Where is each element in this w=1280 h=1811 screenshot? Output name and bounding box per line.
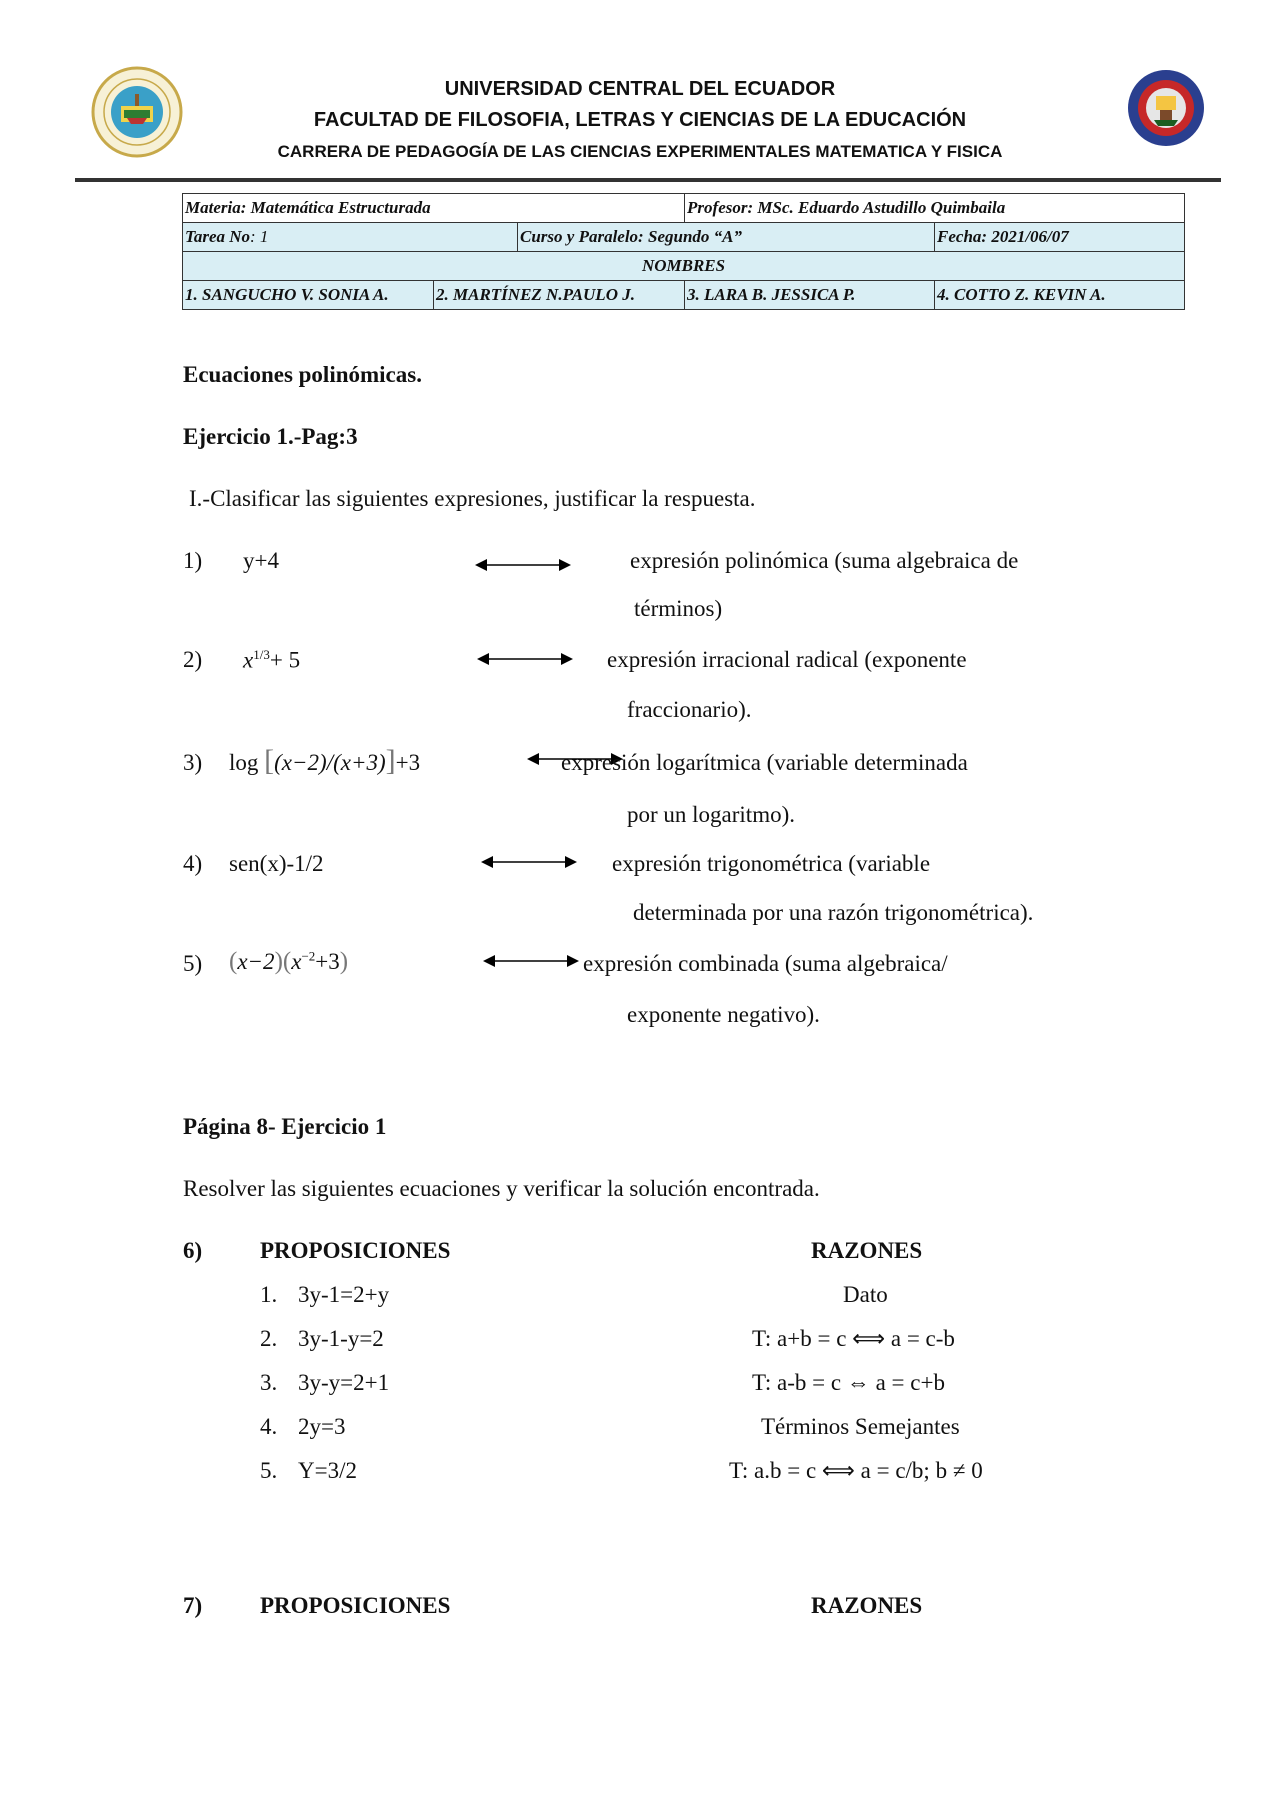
fecha-label: Fecha: [937,227,992,246]
item-number: 4) [183,851,203,876]
step-number: 3. [260,1370,278,1395]
problem-number: 7) [183,1593,203,1618]
materia-cell [183,194,685,223]
left-paren: ( [229,948,238,975]
item-description-cont: términos) [634,596,723,621]
item-expression [229,744,420,778]
step-number: 2. [260,1326,278,1351]
item-expression [243,647,300,674]
double-arrow-icon [483,952,579,970]
step-reason: T: a+b = c ⟺ a = c-b [752,1326,955,1351]
faculty-name: FACULTAD DE FILOSOFIA, LETRAS Y CIENCIAS DE LA EDUCACIÓN [313,109,967,131]
item-description: expresión irracional radical (exponente [607,647,967,672]
item-description: expresión polinómica (suma algebraica de [630,548,1019,573]
exercise-heading: Ejercicio 1.-Pag:3 [183,424,358,449]
problem-number: 6) [183,1238,203,1263]
step-reason: T: a.b = c ⟺ a = c/b; b ≠ 0 [729,1458,983,1483]
student-name-1: 1. SANGUCHO V. SONIA A. [183,281,434,310]
item-description: expresión combinada (suma algebraica/ [583,951,948,976]
item-expression: sen(x)-1/2 [229,851,324,876]
materia-value: Matemática Estructurada [250,198,431,217]
item-number: 2) [183,647,203,672]
item-number: 1) [183,548,203,573]
item-description: expresión logarítmica (variable determinada [561,750,968,775]
section-title: Ecuaciones polinómicas. [183,362,422,387]
expr-factor-a: x−2 [237,949,275,974]
right-bracket: ] [385,744,396,777]
step-number: 1. [260,1282,278,1307]
step-proposition: Y=3/2 [298,1458,357,1483]
right-paren: ) [274,948,283,975]
instruction-text: Resolver las siguientes ecuaciones y verificar la solución encontrada. [183,1176,820,1201]
left-paren: ( [282,948,292,975]
instruction-text: I.-Clasificar las siguientes expresiones, justificar la respuesta. [189,486,756,511]
fecha-value: 2021/06/07 [991,227,1069,246]
profesor-value: MSc. Eduardo Astudillo Quimbaila [757,198,1006,217]
tarea-label: Tarea No [185,227,251,246]
expr-exponent: −2 [301,948,316,964]
step-proposition: 3y-y=2+1 [298,1370,390,1395]
propositions-header: PROPOSICIONES [260,1593,451,1618]
expr-inner: (x−2)/(x+3) [274,750,386,775]
step-proposition: 2y=3 [298,1414,346,1439]
right-paren: ) [339,948,349,975]
step-reason: T: a-b = c ⇔ a = c+b [752,1370,945,1395]
expr-rest: +3 [315,949,340,974]
step-number: 4. [260,1414,278,1439]
item-description: expresión trigonométrica (variable [612,851,931,876]
curso-label: Curso y Paralelo: [520,227,648,246]
curso-cell [518,223,935,252]
reasons-header: RAZONES [811,1593,923,1618]
expr-rest: +3 [395,750,421,775]
item-number: 5) [183,951,203,976]
item-expression [229,948,348,976]
item-description-cont: por un logaritmo). [627,802,795,827]
expr-base: x [243,647,254,673]
item-description-cont: fraccionario). [627,697,752,722]
table-row [183,281,1185,310]
profesor-cell [685,194,1185,223]
header-divider [75,178,1221,182]
step-proposition: 3y-1-y=2 [298,1326,384,1351]
step-reason: Dato [843,1282,888,1307]
curso-value: Segundo “A” [647,227,742,246]
step-number: 5. [260,1458,278,1483]
fecha-cell [935,223,1185,252]
section-title: Página 8- Ejercicio 1 [183,1114,387,1139]
item-description-cont: exponente negativo). [627,1002,820,1027]
nombres-header: NOMBRES [183,252,1185,281]
student-name-3: 3. LARA B. JESSICA P. [685,281,935,310]
profesor-label: Profesor: [687,198,758,217]
table-row [183,252,1185,281]
tarea-cell [183,223,518,252]
expr-exponent: 1/3 [253,647,270,662]
double-arrow-icon [475,556,571,574]
reasons-header: RAZONES [811,1238,923,1263]
expr-factor-b: x [291,949,302,974]
assignment-info-table [182,193,1185,310]
left-bracket: [ [264,744,275,777]
item-expression: y+4 [243,548,279,573]
expr-rest: + 5 [269,647,301,673]
materia-label: Materia: [185,198,251,217]
career-name: CARRERA DE PEDAGOGÍA DE LAS CIENCIAS EXPERIMENTALES MATEMATICA Y FISICA [277,142,1003,161]
double-arrow-icon [477,650,573,668]
student-name-4: 4. COTTO Z. KEVIN A. [935,281,1185,310]
tarea-value: : 1 [250,227,269,246]
item-description-cont: determinada por una razón trigonométrica). [633,900,1034,925]
item-number: 3) [183,750,203,775]
step-proposition: 3y-1=2+y [298,1282,390,1307]
step-reason: Términos Semejantes [761,1414,960,1439]
table-row [183,223,1185,252]
expr-log: log [229,750,259,775]
propositions-header: PROPOSICIONES [260,1238,451,1263]
double-arrow-icon [481,853,577,871]
university-name: UNIVERSIDAD CENTRAL DEL ECUADOR [444,78,836,100]
student-name-2: 2. MARTÍNEZ N.PAULO J. [434,281,685,310]
table-row [183,194,1185,223]
